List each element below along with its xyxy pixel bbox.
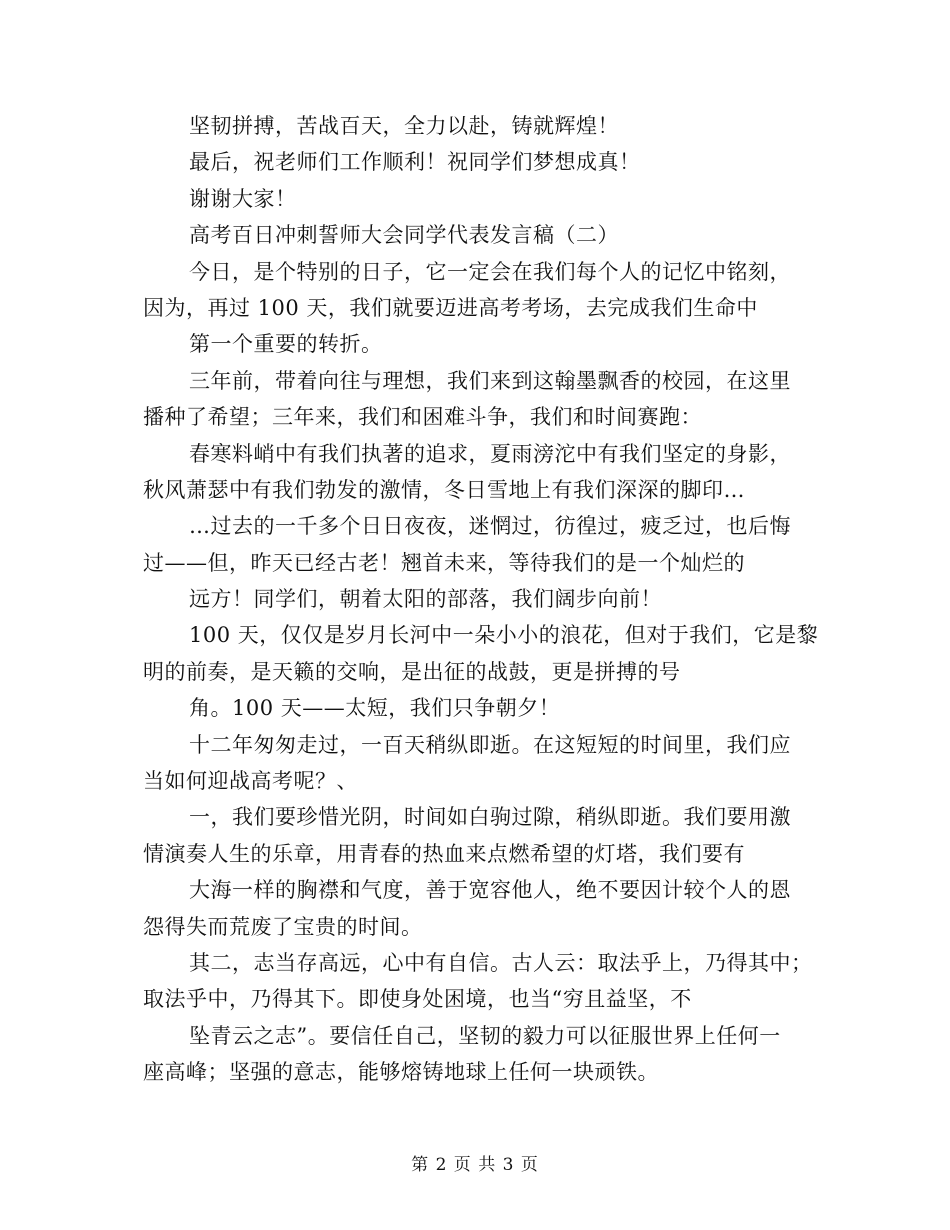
- text-line: 因为，再过 100 天，我们就要迈进高考考场，去完成我们生命中: [143, 295, 758, 320]
- text-line: 播种了希望；三年来，我们和困难斗争，我们和时间赛跑：: [143, 405, 702, 430]
- page-footer: 第 2 页 共 3 页: [411, 1155, 539, 1175]
- text-line: 大海一样的胸襟和气度，善于宽容他人，绝不要因计较个人的恩: [189, 878, 791, 903]
- text-line: 春寒料峭中有我们执著的追求，夏雨滂沱中有我们坚定的身影，: [189, 441, 791, 466]
- text-line: 十二年匆匆走过，一百天稍纵即逝。在这短短的时间里，我们应: [189, 732, 791, 757]
- text-line: 谢谢大家！: [189, 186, 297, 211]
- text-line: 一，我们要珍惜光阴，时间如白驹过隙，稍纵即逝。我们要用激: [189, 805, 791, 830]
- text-line: 100 天，仅仅是岁月长河中一朵小小的浪花，但对于我们，它是黎: [189, 623, 819, 648]
- text-line: 最后，祝老师们工作顺利！祝同学们梦想成真！: [189, 150, 641, 175]
- text-line: 远方！同学们，朝着太阳的部落，我们阔步向前！: [189, 587, 662, 612]
- text-line: 秋风萧瑟中有我们勃发的激情，冬日雪地上有我们深深的脚印…: [143, 477, 745, 502]
- text-line: 当如何迎战高考呢？、: [143, 769, 358, 794]
- text-line: 取法乎中，乃得其下。即使身处困境，也当“穷且益坚，不: [143, 987, 692, 1012]
- text-line: 其二，志当存高远，心中有自信。古人云：取法乎上，乃得其中；: [189, 950, 813, 975]
- text-line: 三年前，带着向往与理想，我们来到这翰墨飘香的校园，在这里: [189, 368, 791, 393]
- text-line: 过——但，昨天已经古老！翘首未来，等待我们的是一个灿烂的: [143, 550, 745, 575]
- text-line: 角。100 天——太短，我们只争朝夕！: [189, 696, 561, 721]
- text-line: 坠青云之志”。要信任自己，坚韧的毅力可以征服世界上任何一: [189, 1023, 781, 1048]
- text-line: 今日，是个特别的日子，它一定会在我们每个人的记忆中铭刻，: [189, 259, 791, 284]
- text-line: …过去的一千多个日日夜夜，迷惘过，彷徨过，疲乏过，也后悔: [189, 514, 791, 539]
- text-line: 明的前奏，是天籁的交响，是出征的战鼓，更是拼搏的号: [143, 659, 681, 684]
- text-line: 坚韧拼搏，苦战百天，全力以赴，铸就辉煌！: [189, 114, 619, 138]
- body-text: [143, 108, 823, 1091]
- text-line: 情演奏人生的乐章，用青春的热血来点燃希望的灯塔，我们要有: [143, 841, 745, 866]
- text-line: 怨得失而荒废了宝贵的时间。: [143, 914, 423, 939]
- text-line: 第一个重要的转折。: [189, 332, 383, 357]
- section-heading: 高考百日冲刺誓师大会同学代表发言稿（二）: [189, 223, 619, 248]
- text-line: 座高峰；坚强的意志，能够熔铸地球上任何一块顽铁。: [143, 1060, 659, 1085]
